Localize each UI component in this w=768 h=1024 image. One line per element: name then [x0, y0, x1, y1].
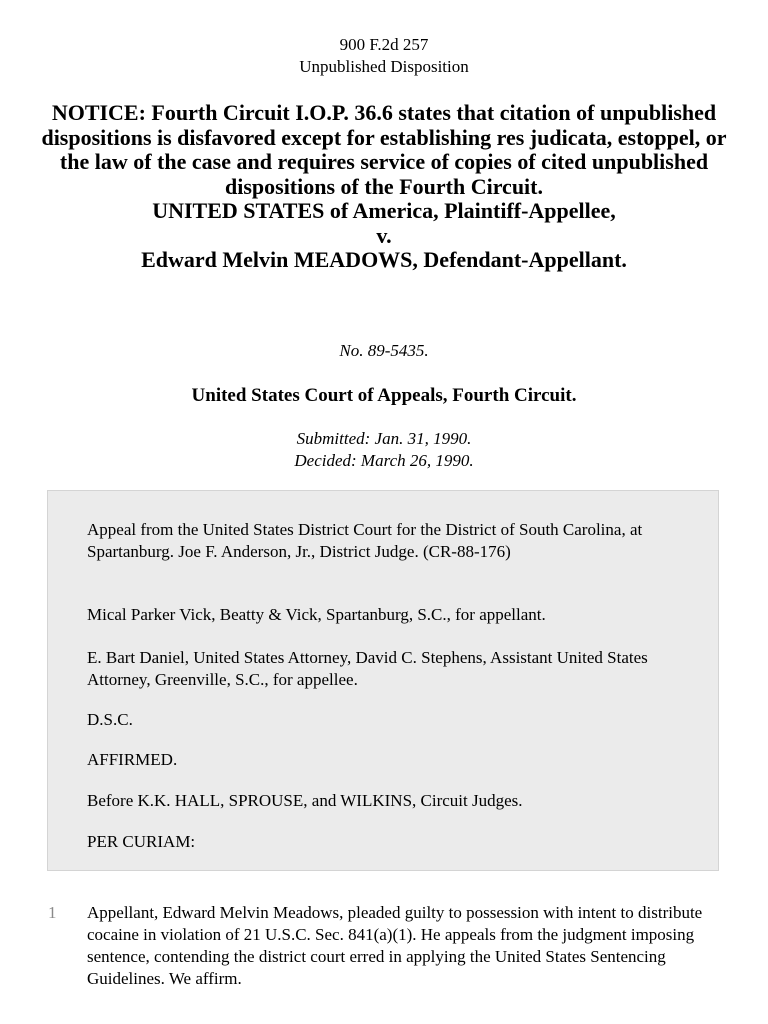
appellee-counsel: E. Bart Daniel, United States Attorney, David C. Stephens, Assistant United States Attorney, Greenville, S.C., for appellee. [87, 648, 648, 689]
defendant-line: Edward Melvin MEADOWS, Defendant-Appellant. [141, 247, 627, 272]
docket-number: No. 89-5435. [339, 341, 429, 360]
decided-date: Decided: March 26, 1990. [294, 451, 474, 470]
decision-dates [0, 428, 768, 472]
case-info-box [47, 490, 719, 871]
versus-line: v. [376, 222, 392, 248]
notice-text: NOTICE: Fourth Circuit I.O.P. 36.6 states that citation of unpublished dispositions is disfavored except for establishing res judicata, estoppel, or the law of the case and requires service of copies of cited unpublished dispositions of the Fourth Circuit. [41, 100, 727, 199]
plaintiff-line: UNITED STATES of America, Plaintiff-Appellee, [152, 198, 616, 223]
paragraph-number: 1 [48, 903, 57, 922]
reporter-citation: 900 F.2d 257 [339, 35, 429, 54]
citation-header [0, 34, 768, 78]
disposition-type: Unpublished Disposition [299, 57, 469, 76]
opinion-author: PER CURIAM: [87, 832, 196, 851]
submitted-date: Submitted: Jan. 31, 1990. [296, 429, 472, 448]
paragraph-text: Appellant, Edward Melvin Meadows, pleaded guilty to possession with intent to distribute cocaine in violation of 21 U.S.C. Sec. 841(a)(1). He appeals from the judgment imposing sentence, contending the district court erred in applying the United States Sentencing Guidelines. We affirm. [87, 903, 703, 988]
appeal-from: Appeal from the United States District Court for the District of South Carolina, at Spartanburg. Joe F. Anderson, Jr., District Judge. (CR-88-176) [87, 520, 643, 561]
case-caption [40, 101, 728, 273]
appellant-counsel: Mical Parker Vick, Beatty & Vick, Spartanburg, S.C., for appellant. [87, 605, 546, 624]
origin-court: D.S.C. [87, 710, 133, 729]
court-name: United States Court of Appeals, Fourth Circuit. [191, 385, 577, 406]
panel-judges: Before K.K. HALL, SPROUSE, and WILKINS, Circuit Judges. [87, 791, 523, 810]
disposition-result: AFFIRMED. [87, 750, 178, 769]
